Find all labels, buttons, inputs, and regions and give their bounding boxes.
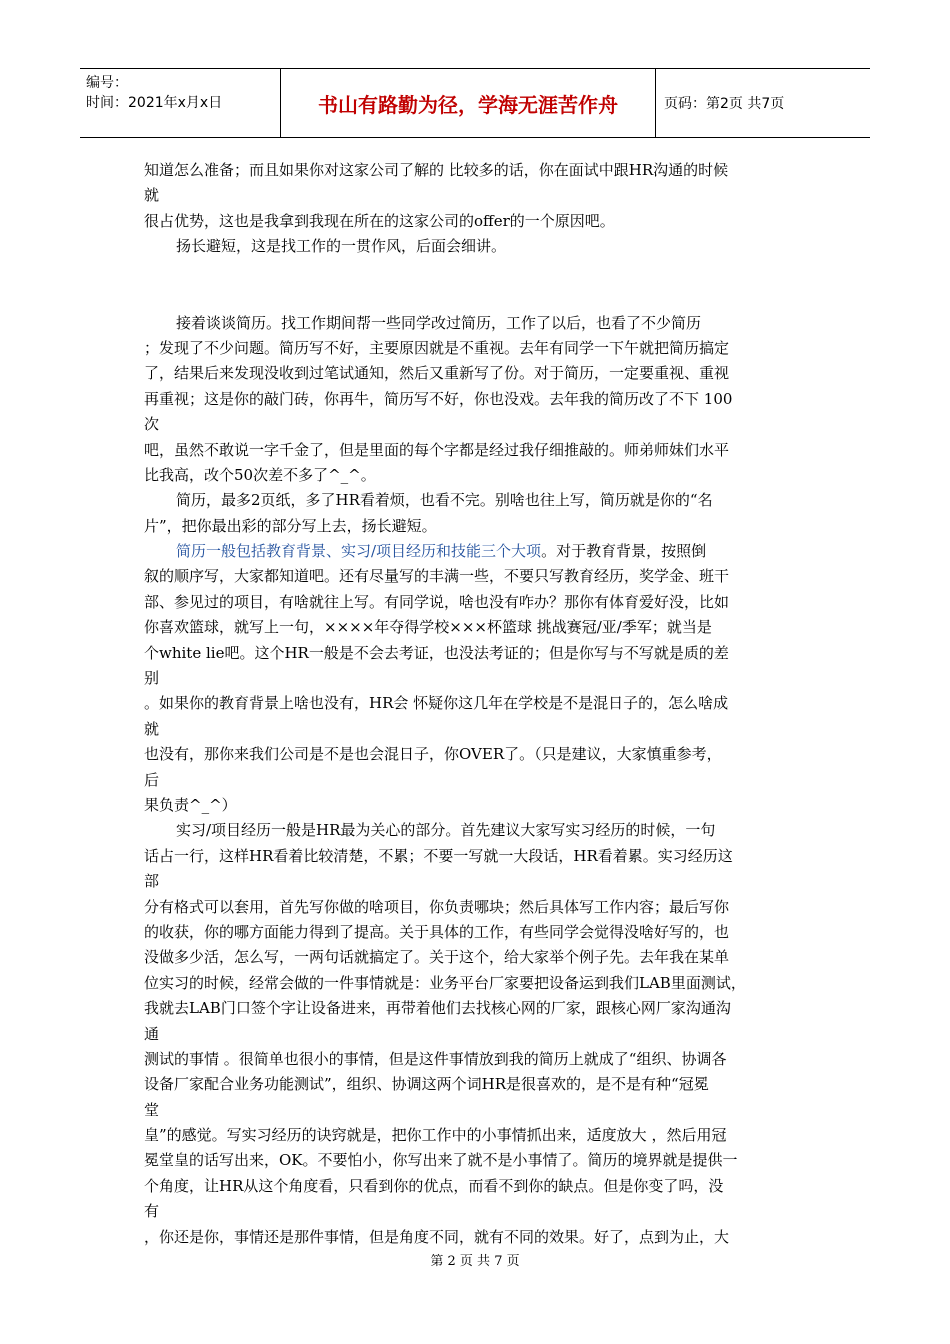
- body-line: 皇”的感觉。写实习经历的诀窍就是，把你工作中的小事情抓出来，适度放大 ，然后用冠: [144, 1126, 727, 1145]
- body-line: 我就去LAB门口签个字让设备进来，再带着他们去找核心网的厂家，跟核心网厂家沟通沟: [144, 999, 731, 1018]
- body-line-highlighted: [144, 539, 814, 564]
- body-line: 就: [144, 186, 160, 205]
- body-line: 设备厂家配合业务功能测试”，组织、协调这两个词HR是很喜欢的，是不是有种“冠冕: [144, 1075, 709, 1094]
- page-footer: 第 2 页 共 7 页: [430, 1254, 520, 1269]
- time-label: 时间：2021年x月x日: [86, 95, 223, 111]
- body-line: 再重视；这是你的敲门砖，你再牛，简历写不好，你也没戏。去年我的简历改了不下 100: [144, 389, 733, 408]
- body-line: 通: [144, 1024, 160, 1043]
- document-header: [80, 68, 870, 138]
- body-line: 堂: [144, 1100, 160, 1119]
- body-line: 部: [144, 872, 160, 891]
- body-line: 很占优势，这也是我拿到我现在所在的这家公司的offer的一个原因吧。: [144, 211, 615, 230]
- body-line: 片”，把你最出彩的部分写上去，扬长避短。: [144, 516, 437, 535]
- body-line: 的收获，你的哪方面能力得到了提高。关于具体的工作，有些同学会觉得没啥好写的，也: [144, 922, 730, 941]
- body-line: 没做多少活，怎么写，一两句话就搞定了。关于这个，给大家举个例子先。去年我在某单: [144, 948, 730, 967]
- body-line: 扬长避短，这是找工作的一贯作风，后面会细讲。: [176, 237, 507, 256]
- paragraph-gap: [144, 260, 814, 311]
- body-line: 位实习的时候，经常会做的一件事情就是：业务平台厂家要把设备运到我们LAB里面测试，: [144, 973, 746, 992]
- body-line-tail: 。对于教育背景，按照倒: [541, 542, 707, 561]
- body-line: 叙的顺序写，大家都知道吧。还有尽量写的丰满一些，不要只写教育经历，奖学金、班干: [144, 567, 730, 586]
- body-line: 部、参见过的项目，有啥就往上写。有同学说，啥也没有咋办？那你有体育爱好没，比如: [144, 592, 730, 611]
- body-line: ；发现了不少问题。简历写不好，主要原因就是不重视。去年有同学一下午就把简历搞定: [144, 338, 730, 357]
- body-line: 测试的事情 。很简单也很小的事情，但是这件事情放到我的简历上就成了“组织、协调各: [144, 1049, 727, 1068]
- body-line: 次: [144, 415, 160, 434]
- header-page-label: 页码：第2页 共7页: [664, 96, 785, 112]
- body-line: 比我高，改个50次差不多了^_^。: [144, 465, 376, 484]
- body-line: 个角度，让HR从这个角度看，只看到你的优点，而看不到你的缺点。但是你变了吗，没: [144, 1176, 724, 1195]
- body-line: 冕堂皇的话写出来，OK。不要怕小，你写出来了就不是小事情了。简历的境界就是提供一: [144, 1151, 738, 1170]
- body-line: 简历，最多2页纸，多了HR看着烦，也看不完。别啥也往上写，简历就是你的“名: [176, 491, 713, 510]
- body-line: 你喜欢篮球，就写上一句，××××年夺得学校×××杯篮球 挑战赛冠/亚/季军；就当是: [144, 618, 712, 637]
- body-line: 实习/项目经历一般是HR最为关心的部分。首先建议大家写实习经历的时候，一句: [176, 821, 716, 840]
- body-text: [144, 158, 814, 1250]
- body-line: 别: [144, 669, 160, 688]
- body-line: 接着谈谈简历。找工作期间帮一些同学改过简历，工作了以后，也看了不少简历: [176, 313, 702, 332]
- highlighted-text: 简历一般包括教育背景、实习/项目经历和技能三个大项: [176, 542, 542, 561]
- body-line: 果负责^_^）: [144, 795, 237, 814]
- body-line: 个white lie吧。这个HR一般是不会去考证，也没法考证的；但是你写与不写就是质的差: [144, 643, 729, 662]
- header-motto: 书山有路勤为径，学海无涯苦作舟: [280, 69, 656, 137]
- body-line: 。如果你的教育背景上啥也没有，HR会 怀疑你这几年在学校是不是混日子的，怎么啥成: [144, 694, 729, 713]
- body-line: 了，结果后来发现没收到过笔试通知，然后又重新写了份。对于简历，一定要重视、重视: [144, 364, 730, 383]
- body-line: 就: [144, 719, 160, 738]
- body-line: ，你还是你，事情还是那件事情，但是角度不同，就有不同的效果。好了，点到为止，大: [144, 1227, 730, 1246]
- body-line: 吧，虽然不敢说一字千金了，但是里面的每个字都是经过我仔细推敲的。师弟师妹们水平: [144, 440, 730, 459]
- body-line: 知道怎么准备；而且如果你对这家公司了解的 比较多的话，你在面试中跟HR沟通的时候: [144, 161, 729, 179]
- body-line: 分有格式可以套用，首先写你做的啥项目，你负责哪块；然后具体写工作内容；最后写你: [144, 897, 730, 916]
- body-line: 话占一行，这样HR看着比较清楚，不累；不要一写就一大段话，HR看着累。实习经历这: [144, 846, 733, 865]
- body-line: 后: [144, 770, 160, 789]
- body-line: 也没有，那你来我们公司是不是也会混日子，你OVER了。（只是建议，大家慎重参考，: [144, 745, 722, 764]
- body-line: 有: [144, 1202, 160, 1221]
- header-meta: [80, 69, 280, 137]
- number-label: 编号：: [86, 75, 128, 91]
